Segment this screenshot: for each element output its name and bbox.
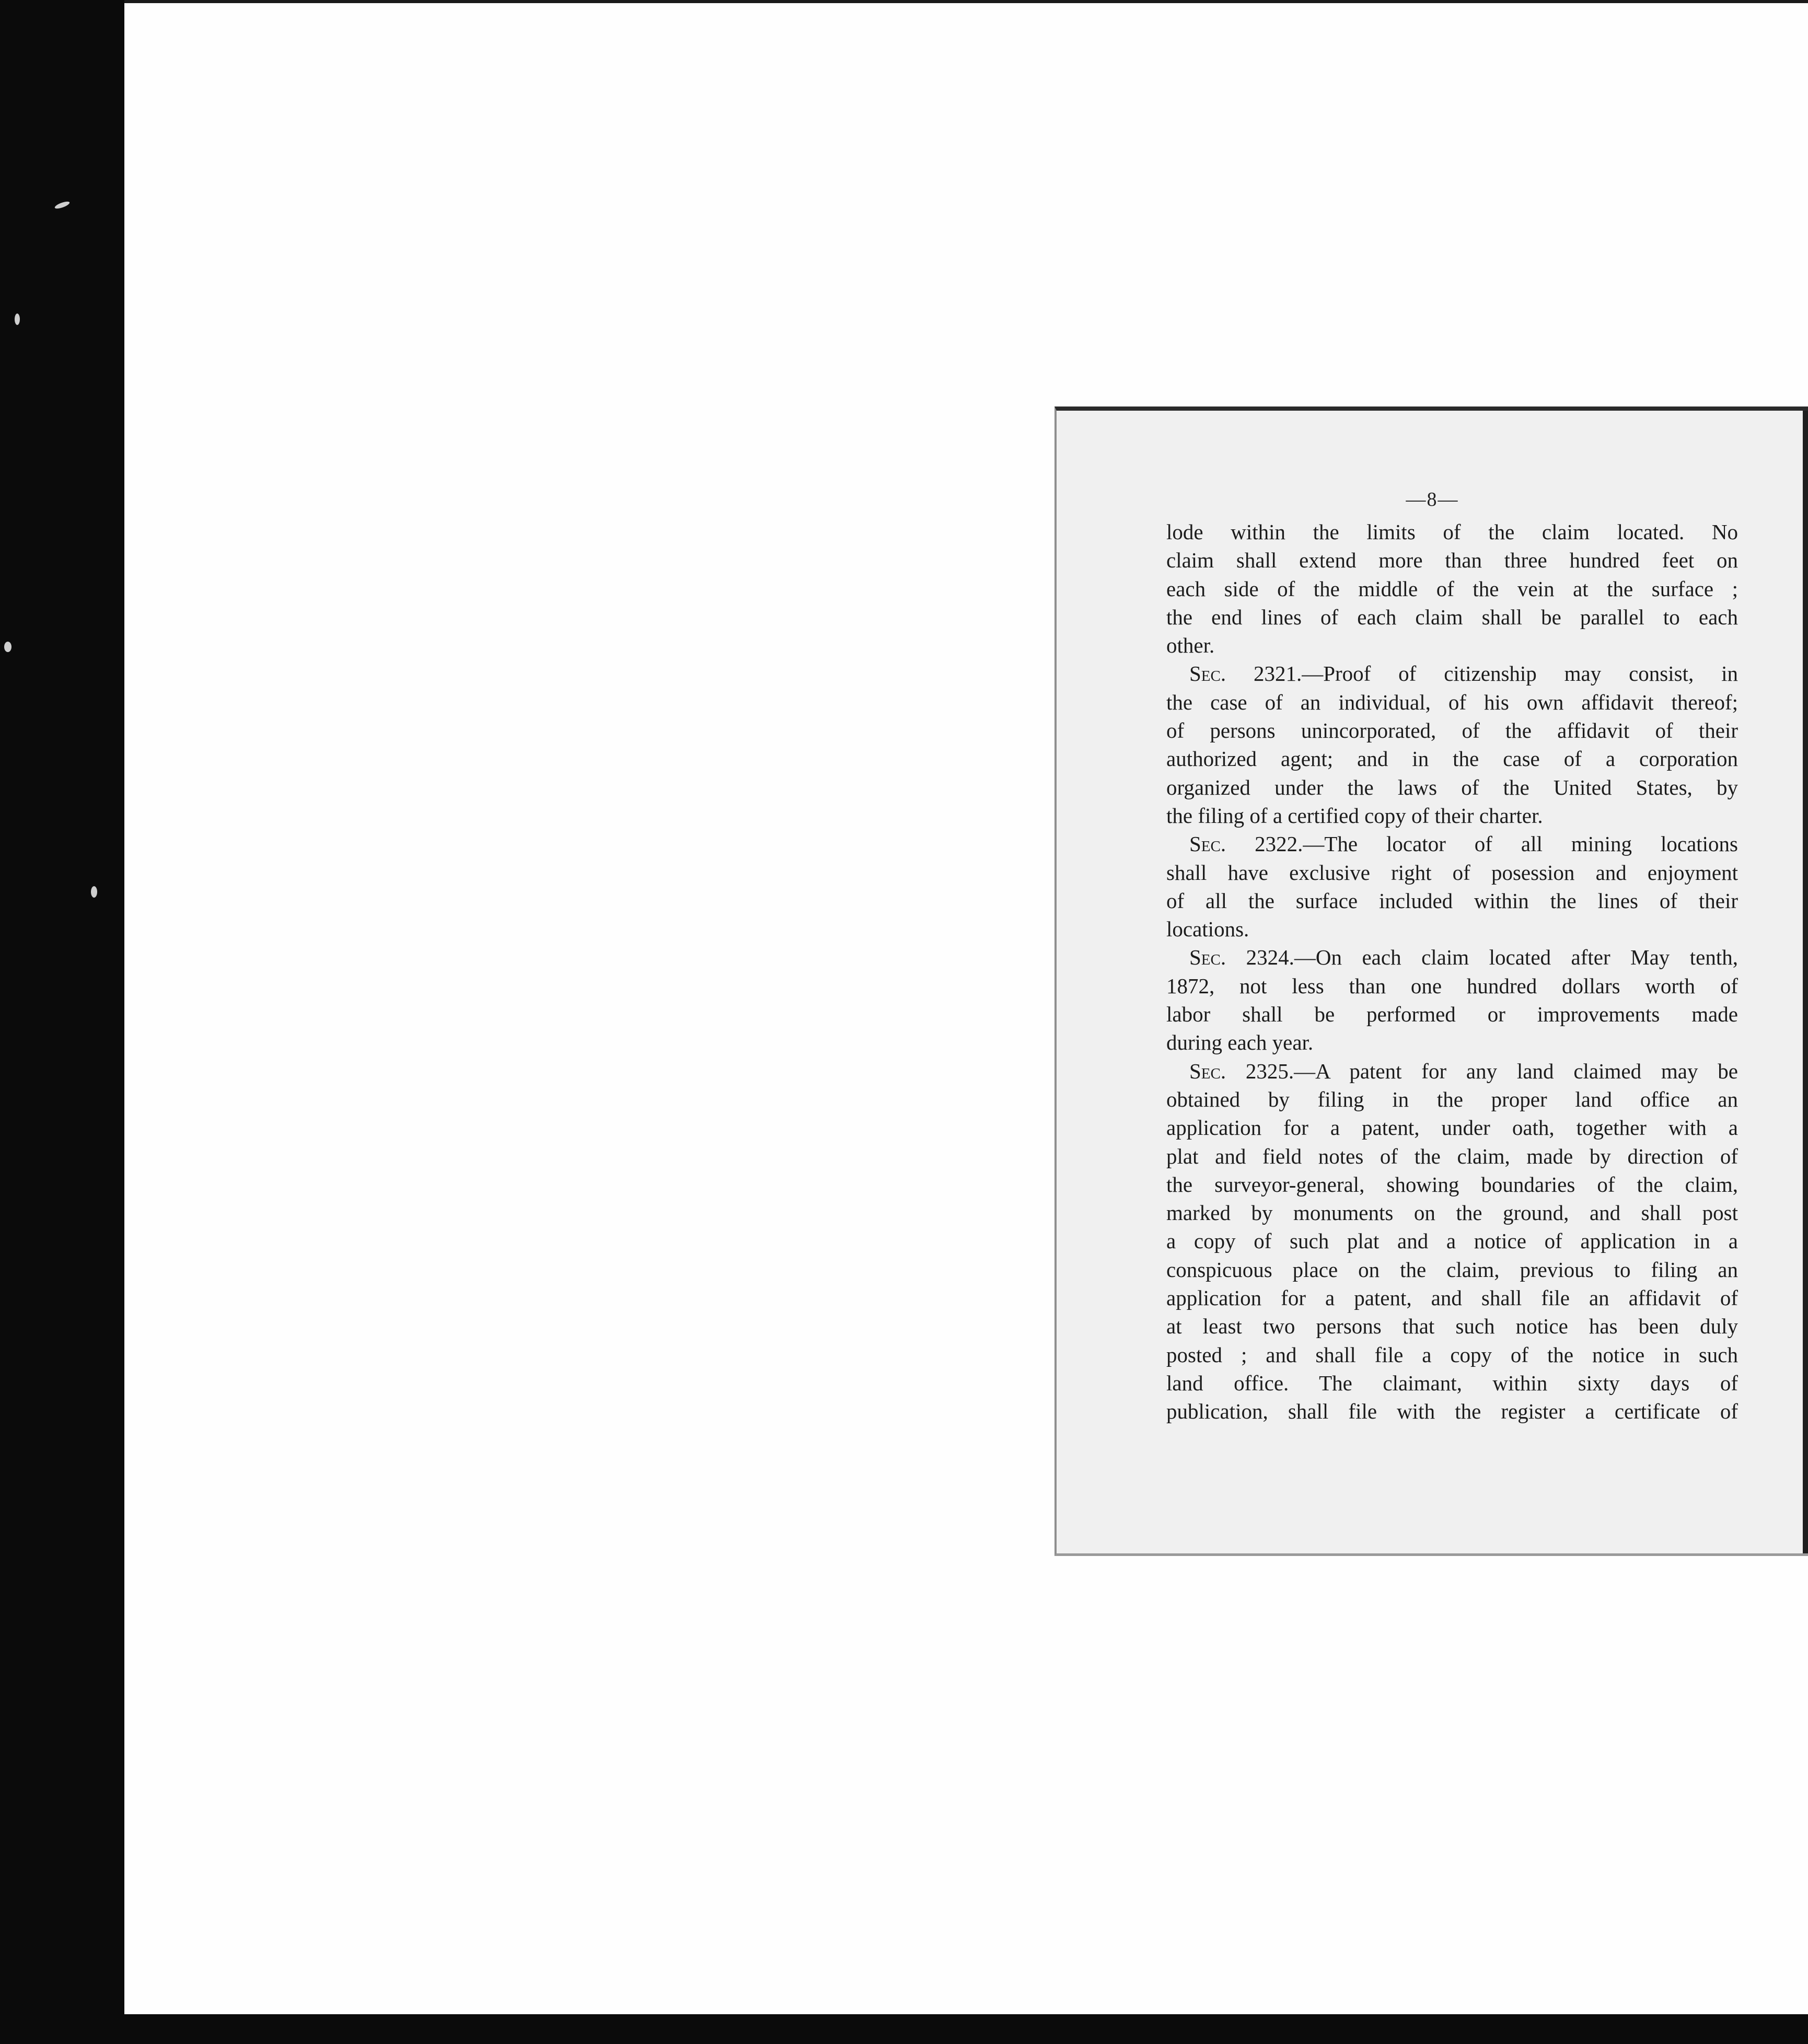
line-text: shall have exclusive right of posession and enjoyment — [1166, 860, 1738, 885]
text-line — [1166, 1113, 1738, 1142]
section-label: Sec. — [1189, 832, 1226, 856]
line-text: claim shall extend more than three hundred feet on — [1166, 548, 1738, 573]
dust-speck — [15, 313, 20, 325]
page-number: —8— — [1406, 489, 1459, 510]
text-line — [1166, 1369, 1738, 1397]
text-line — [1166, 1256, 1738, 1284]
line-text: the case of an individual, of his own affidavit thereof; — [1166, 690, 1738, 714]
text-line — [1166, 915, 1738, 943]
line-text: application for a patent, under oath, together with a — [1166, 1116, 1738, 1140]
text-line — [1166, 575, 1738, 603]
line-text: during each year. — [1166, 1030, 1314, 1055]
line-text: land office. The claimant, within sixty days of — [1166, 1371, 1738, 1395]
text-line — [1166, 518, 1738, 546]
line-text: a copy of such plat and a notice of application in a — [1166, 1229, 1738, 1253]
line-text: each side of the middle of the vein at the surface ; — [1166, 576, 1738, 601]
line-text: application for a patent, and shall file an affidavit of — [1166, 1286, 1738, 1310]
text-line — [1166, 716, 1738, 745]
text-line — [1166, 1000, 1738, 1028]
text-line — [1166, 1199, 1738, 1227]
text-line — [1166, 1028, 1738, 1056]
line-text: 1872, not less than one hundred dollars worth of — [1166, 973, 1738, 998]
text-line — [1166, 1057, 1738, 1085]
line-text: 2325.—A patent for any land claimed may be — [1226, 1059, 1738, 1083]
line-text: marked by monuments on the ground, and shall post — [1166, 1201, 1738, 1225]
text-line — [1166, 688, 1738, 716]
line-text: organized under the laws of the United States, by — [1166, 775, 1738, 799]
booklet-spine — [1803, 411, 1808, 1553]
line-text: posted ; and shall file a copy of the notice in such — [1166, 1342, 1738, 1367]
line-text: labor shall be performed or improvements made — [1166, 1002, 1738, 1027]
line-text: publication, shall file with the register a certificate of — [1166, 1399, 1738, 1424]
line-text: the end lines of each claim shall be parallel to each — [1166, 605, 1738, 629]
text-line — [1166, 546, 1738, 574]
text-line — [1166, 858, 1738, 887]
section-label: Sec. — [1189, 945, 1226, 970]
text-line — [1166, 745, 1738, 773]
line-text: other. — [1166, 633, 1215, 658]
text-line — [1166, 1341, 1738, 1369]
text-line — [1166, 603, 1738, 631]
text-line — [1166, 1170, 1738, 1199]
line-text: the filing of a certified copy of their charter. — [1166, 803, 1543, 828]
text-line — [1166, 802, 1738, 830]
booklet-page — [1054, 407, 1808, 1556]
text-line — [1166, 972, 1738, 1000]
text-line — [1166, 1312, 1738, 1340]
text-line — [1166, 1142, 1738, 1170]
text-line — [1166, 659, 1738, 688]
section-label: Sec. — [1189, 1059, 1226, 1083]
line-text: of persons unincorporated, of the affidavit of their — [1166, 718, 1738, 743]
scan-left-border — [0, 0, 124, 2044]
line-text: lode within the limits of the claim located. No — [1166, 520, 1738, 544]
line-text: obtained by filing in the proper land office an — [1166, 1087, 1738, 1111]
text-line — [1166, 1397, 1738, 1425]
text-line — [1166, 773, 1738, 802]
line-text: the surveyor-general, showing boundaries of the claim, — [1166, 1172, 1738, 1197]
line-text: at least two persons that such notice has been duly — [1166, 1314, 1738, 1339]
line-text: 2321.—Proof of citizenship may consist, in — [1226, 661, 1738, 686]
line-text: authorized agent; and in the case of a corporation — [1166, 747, 1738, 771]
text-line — [1166, 1085, 1738, 1113]
line-text: 2324.—On each claim located after May tenth, — [1226, 945, 1738, 970]
text-line — [1166, 830, 1738, 858]
line-text: conspicuous place on the claim, previous to filing an — [1166, 1257, 1738, 1282]
line-text: plat and field notes of the claim, made by direction of — [1166, 1144, 1738, 1168]
text-line — [1166, 1284, 1738, 1312]
line-text: 2322.—The locator of all mining locations — [1226, 832, 1738, 856]
dust-speck — [4, 642, 11, 652]
text-line — [1166, 631, 1738, 659]
text-line — [1166, 1227, 1738, 1255]
line-text: locations. — [1166, 917, 1249, 942]
dust-speck — [91, 886, 97, 898]
page-body-text — [1166, 518, 1738, 1426]
text-line — [1166, 887, 1738, 915]
line-text: of all the surface included within the lines of their — [1166, 888, 1738, 913]
section-label: Sec. — [1189, 661, 1226, 686]
text-line — [1166, 943, 1738, 971]
scan-bottom-border — [0, 2014, 1808, 2044]
